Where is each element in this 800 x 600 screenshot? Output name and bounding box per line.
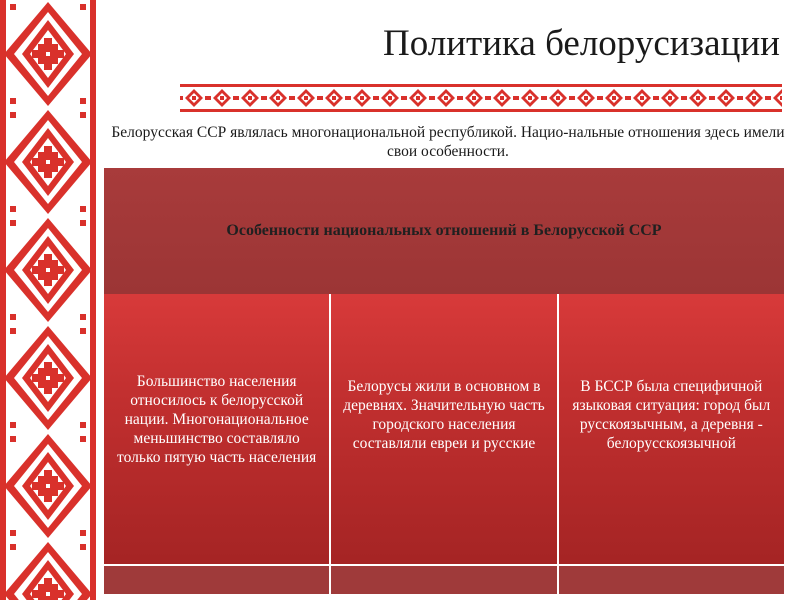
cell-text: В БССР была специфичной языковая ситуация: город был русскоязычным, а деревня - белорусскоязычной (572, 378, 771, 452)
table-cell-population (104, 294, 329, 564)
band-pattern (180, 84, 782, 112)
intro-text: Белорусская ССР являлась многонациональной республикой. Нацио-нальные отношения здесь имели свои особенности. (111, 124, 785, 160)
table-footer-cell (559, 566, 784, 594)
table-cell-settlement (331, 294, 556, 564)
table-header (104, 168, 784, 294)
title-ornament-band (180, 84, 782, 112)
table-footer-cell (104, 566, 329, 594)
table-cell-language (559, 294, 784, 564)
table-footer-cell (331, 566, 556, 594)
table-footer-row (104, 566, 784, 594)
table-header-text: Особенности национальных отношений в Белорусской ССР (226, 222, 662, 239)
cell-text: Белорусы жили в основном в деревнях. Значительную часть городского населения составляли евреи и русские (343, 378, 545, 452)
ornament-pattern (0, 0, 96, 600)
ornament-border (0, 0, 96, 600)
slide-title: Политика белорусизации (383, 23, 780, 64)
table-row (104, 294, 784, 564)
cell-text: Большинство населения относилось к белорусской нации. Многонациональное меньшинство составляло только пятую часть населения (117, 372, 317, 466)
features-table (104, 168, 784, 594)
